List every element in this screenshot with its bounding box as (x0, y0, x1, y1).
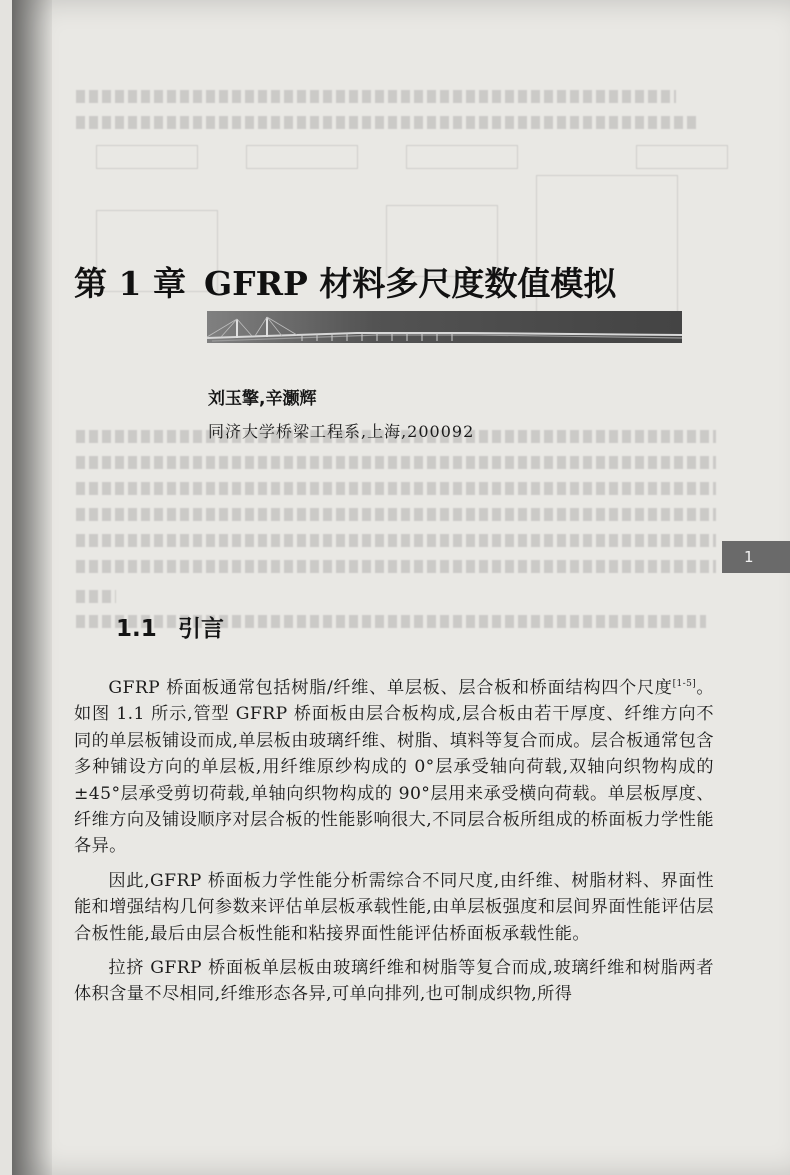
paragraph: GFRP 桥面板通常包括树脂/纤维、单层板、层合板和桥面结构四个尺度[1-5]。如图 1.1 所示,管型 GFRP 桥面板由层合板构成,层合板由若干厚度、纤维方向不同的单层板铺设而成,单层板由玻璃纤维、树脂、填料等复合而成。层合板通常包含多种铺设方向的单层板,用纤维原纱构成的 0°层承受轴向荷载,双轴向织物构成的 ±45°层承受剪切荷载,单轴向织物构成的 90°层用来承受横向荷载。单层板厚度、纤维方向及铺设顺序对层合板的性能影响很大,不同层合板所组成的桥面板力学性能各异。 (74, 678, 714, 857)
paragraph: 因此,GFRP 桥面板力学性能分析需综合不同尺度,由纤维、树脂材料、界面性能和增强结构几何参数来评估单层板承载性能,由单层板强度和层间界面性能评估层合板性能,最后由层合板性能和粘接界面性能评估桥面板承载性能。 (74, 870, 714, 944)
chapter-heading (74, 258, 724, 305)
section-number: 1.1 (116, 616, 157, 642)
section-title: 引言 (178, 616, 224, 642)
chapter-number: 第 1 章 (74, 264, 186, 303)
chapter-banner (207, 311, 682, 343)
author-affiliation: 同济大学桥梁工程系,上海,200092 (208, 422, 475, 441)
page-number-tab (722, 541, 790, 573)
book-page (12, 0, 790, 1175)
binding-shadow (12, 0, 52, 1175)
show-through-texture (76, 90, 716, 630)
bridge-silhouette-icon (207, 311, 682, 343)
citation-ref: [1-5] (672, 679, 697, 689)
chapter-title: GFRP 材料多尺度数值模拟 (204, 264, 617, 303)
page-number: 1 (744, 548, 754, 566)
section-heading (116, 610, 224, 643)
author-block (208, 384, 474, 442)
author-names: 刘玉擎,辛灏辉 (208, 389, 317, 409)
paragraph: 拉挤 GFRP 桥面板单层板由玻璃纤维和树脂等复合而成,玻璃纤维和树脂两者体积含量不尽相同,纤维形态各异,可单向排列,也可制成织物,所得 (74, 958, 714, 1005)
body-text (74, 675, 714, 1016)
